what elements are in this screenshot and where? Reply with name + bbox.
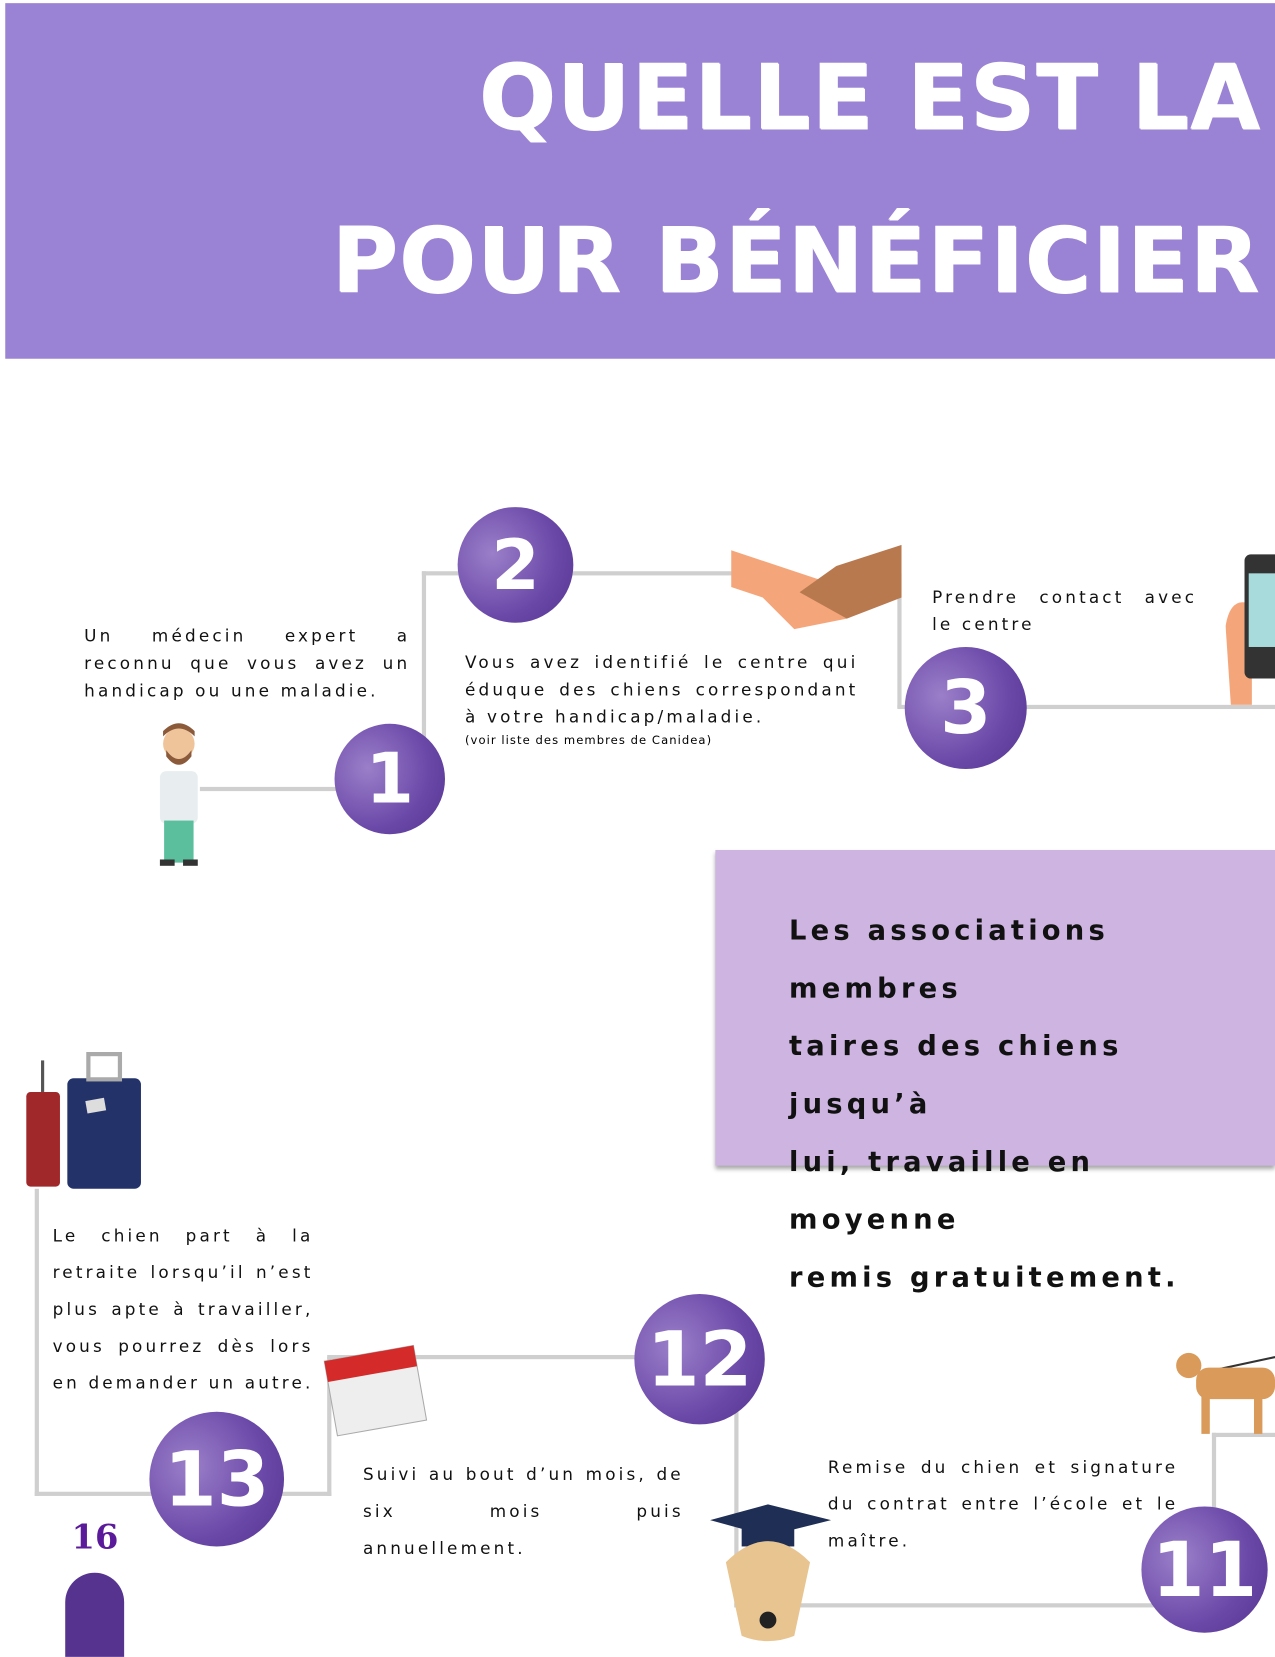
page-number: 16: [71, 1516, 119, 1557]
title-line-2: POUR BÉNÉFICIER: [331, 208, 1261, 314]
step-1-badge: 1: [335, 724, 445, 834]
step-1-text: Un médecin expert a reconnu que vous avez un handicap ou une maladie.: [84, 625, 411, 701]
step-3-text: Prendre contact avec le centre: [932, 587, 1198, 635]
handshake-illustration: [731, 545, 901, 635]
step-2-text: Vous avez identifié le centre qui éduque des chiens correspondant à votre handicap/maladie.: [464, 652, 859, 727]
title-line-1: QUELLE EST LA: [478, 45, 1261, 151]
step-11-badge: 11: [1141, 1506, 1267, 1632]
step-13-text: Le chien part à la retraite lorsqu’il n’est plus apte à travailler, vous pourrez dès lors en demander un autre.: [52, 1225, 314, 1393]
doctor-illustration: [147, 721, 210, 874]
step-3-badge: 3: [905, 647, 1027, 769]
suitcases-illustration: [23, 1052, 144, 1199]
step-2-note: (voir liste des membres de Canidea): [464, 733, 713, 747]
step-2-badge: 2: [458, 507, 574, 623]
step-12-text: Suivi au bout d’un mois, de six mois puis annuellement.: [362, 1464, 684, 1559]
page-tab-marker: [65, 1573, 124, 1657]
connector-line: [1212, 1433, 1216, 1517]
walking-dog-illustration: [1170, 1347, 1275, 1436]
title-banner: [5, 3, 1275, 359]
calendar-icon: [321, 1334, 428, 1437]
connector-line: [200, 787, 347, 791]
step-13-badge: 13: [149, 1412, 284, 1547]
graduate-dog-illustration: [700, 1499, 837, 1646]
connector-line: [35, 1189, 39, 1496]
info-box: [715, 850, 1275, 1294]
phone-hand-illustration: [1226, 552, 1275, 705]
info-box-text: Les associations membres taires des chiens jusqu’à lui, travaille en moyenne remis gratuitement.: [789, 915, 1180, 1294]
connector-line: [422, 571, 426, 739]
step-11-text: Remise du chien et signature du contrat entre l’école et le maître.: [827, 1457, 1179, 1551]
step-12-badge: 12: [634, 1294, 764, 1424]
